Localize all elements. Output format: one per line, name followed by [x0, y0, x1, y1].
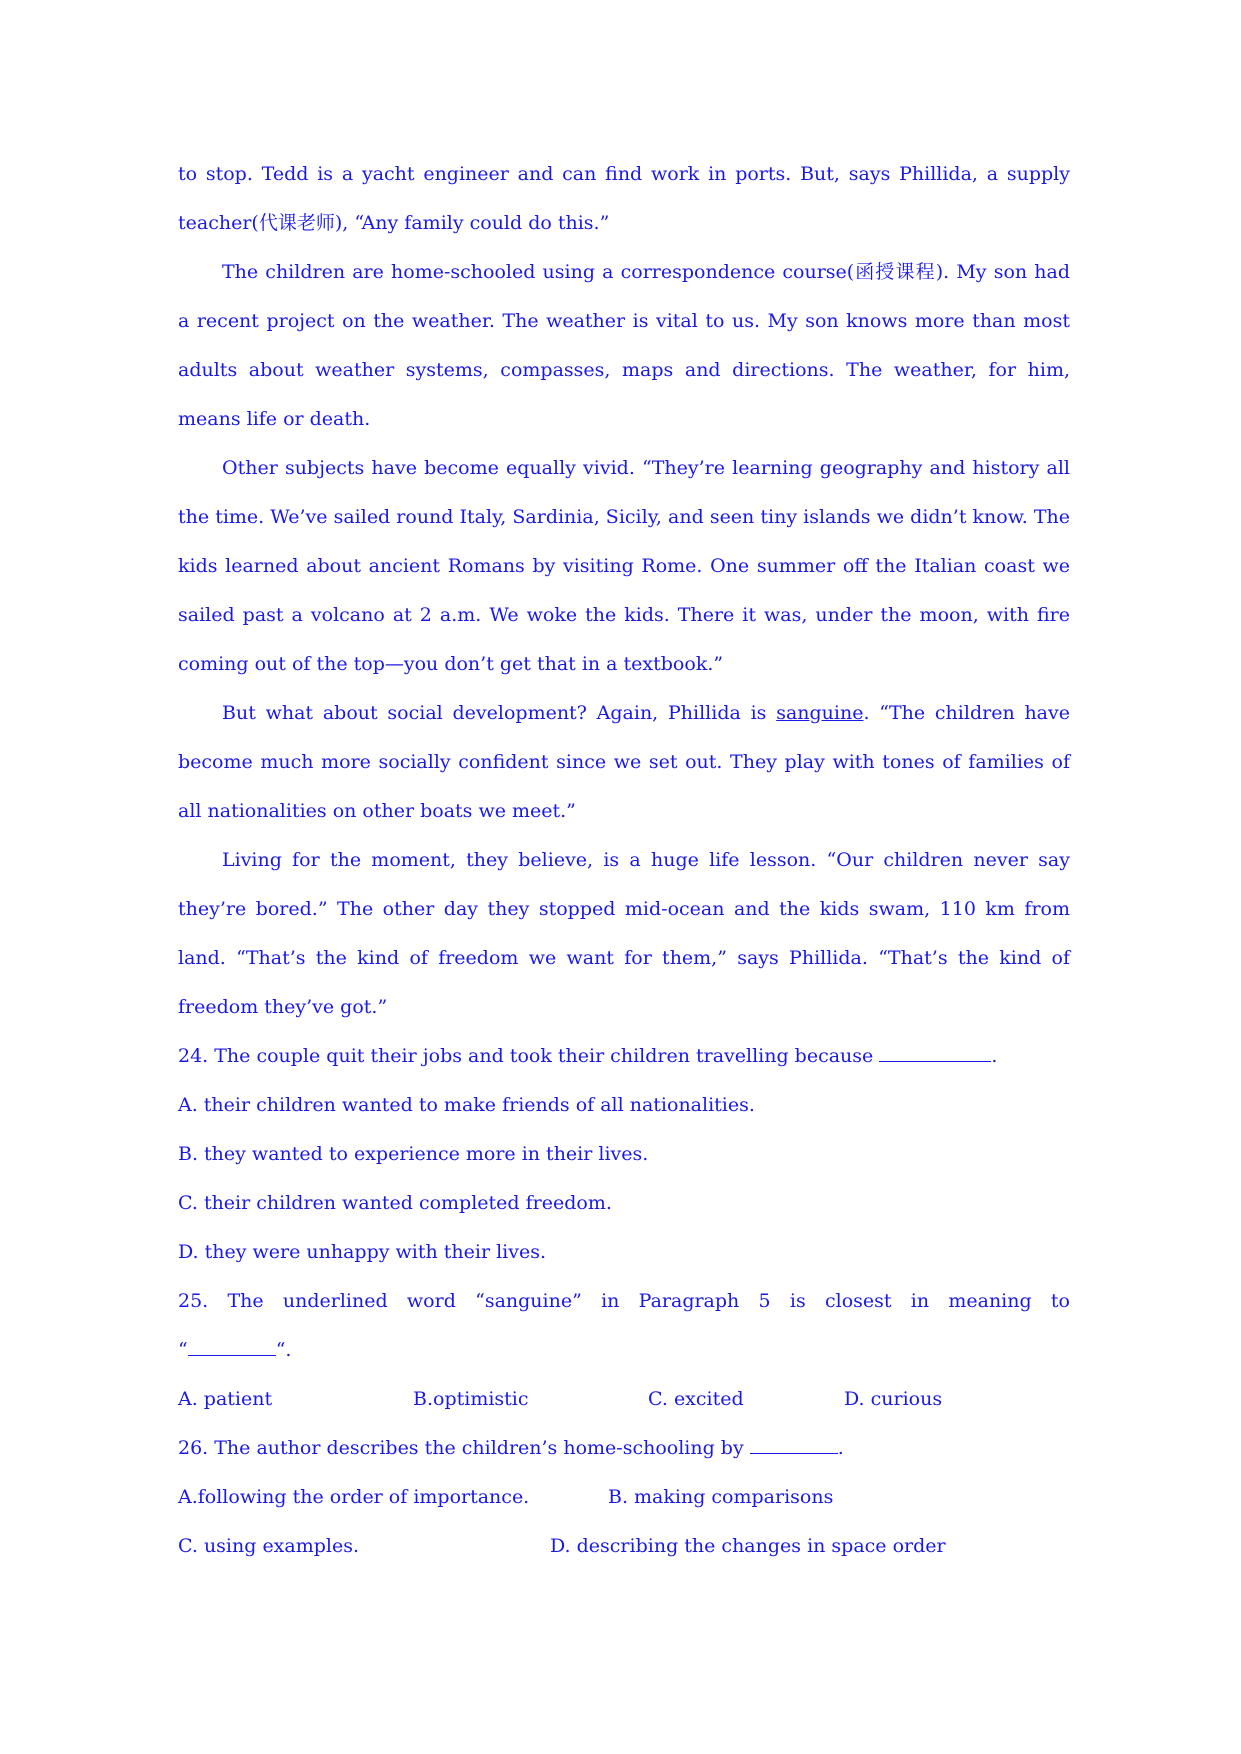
- question-24: [178, 1032, 1070, 1277]
- paragraph-text: But what about social development? Again, Phillida is: [222, 702, 777, 724]
- paragraph-text: . “The children have become much more socially confident since we set out. They play with tones of families of all nationalities on other boats we meet.”: [178, 702, 1070, 822]
- answer-blank[interactable]: [879, 1039, 991, 1062]
- option-d[interactable]: D. describing the changes in space order: [550, 1535, 946, 1557]
- passage-paragraph-subjects: [178, 444, 1070, 689]
- underlined-word: sanguine: [776, 702, 864, 724]
- options-row: [178, 1473, 1070, 1522]
- option-d[interactable]: D. they were unhappy with their lives.: [178, 1241, 547, 1263]
- options-row: [178, 1375, 1070, 1424]
- question-26: [178, 1424, 1070, 1571]
- option-c[interactable]: C. using examples.: [178, 1535, 360, 1557]
- stem-end: .: [837, 1437, 844, 1459]
- answer-blank[interactable]: [188, 1333, 276, 1356]
- option-b[interactable]: B. making comparisons: [608, 1486, 834, 1508]
- close-quote: “.: [275, 1339, 292, 1361]
- question-stem: 25. The underlined word “sanguine” in Paragraph 5 is closest in meaning to: [178, 1290, 1070, 1312]
- stem-text: 26. The author describes the children’s home-schooling by: [178, 1437, 750, 1459]
- paragraph-text: The children are home-schooled using a correspondence course(函授课程). My son had a recent project on the weather. The weather is vital to us. My son knows more than most adults about weather systems, compasses, maps and directions. The weather, for him, means life or death.: [178, 261, 1070, 430]
- answer-blank[interactable]: [750, 1431, 838, 1454]
- option-a[interactable]: A.following the order of importance.: [178, 1486, 530, 1508]
- question-stem: [178, 1032, 1070, 1081]
- reading-passage: [178, 150, 1070, 1571]
- passage-paragraph-schooling: [178, 248, 1070, 444]
- stem-end: .: [991, 1045, 998, 1067]
- passage-paragraph-continued: [178, 150, 1070, 248]
- passage-paragraph-social: [178, 689, 1070, 836]
- options-row: [178, 1522, 1070, 1571]
- paragraph-text: to stop. Tedd is a yacht engineer and can find work in ports. But, says Phillida, a supply teacher(代课老师), “Any family could do this.”: [178, 163, 1070, 234]
- option-d[interactable]: D. curious: [844, 1388, 943, 1410]
- open-quote: “: [178, 1339, 188, 1361]
- option-a[interactable]: A. their children wanted to make friends of all nationalities.: [178, 1094, 755, 1116]
- paragraph-text: Living for the moment, they believe, is a huge life lesson. “Our children never say they’re bored.” The other day they stopped mid-ocean and the kids swam, 110 km from land. “That’s the kind of freedom we want for them,” says Phillida. “That’s the kind of freedom they’ve got.”: [178, 849, 1070, 1018]
- passage-paragraph-freedom: [178, 836, 1070, 1032]
- option-c[interactable]: C. excited: [648, 1388, 744, 1410]
- option-b[interactable]: B.optimistic: [413, 1388, 529, 1410]
- question-stem: [178, 1424, 1070, 1473]
- paragraph-text: Other subjects have become equally vivid. “They’re learning geography and history all the time. We’ve sailed round Italy, Sardinia, Sicily, and seen tiny islands we didn’t know. The kids learned about ancient Romans by visiting Rome. One summer off the Italian coast we sailed past a volcano at 2 a.m. We woke the kids. There it was, under the moon, with fire coming out of the top—you don’t get that in a textbook.”: [178, 457, 1070, 675]
- option-b[interactable]: B. they wanted to experience more in their lives.: [178, 1143, 649, 1165]
- stem-text: 24. The couple quit their jobs and took their children travelling because: [178, 1045, 880, 1067]
- option-a[interactable]: A. patient: [178, 1388, 273, 1410]
- question-stem-blank-line: [178, 1326, 1070, 1375]
- question-25: [178, 1277, 1070, 1424]
- option-c[interactable]: C. their children wanted completed freedom.: [178, 1192, 612, 1214]
